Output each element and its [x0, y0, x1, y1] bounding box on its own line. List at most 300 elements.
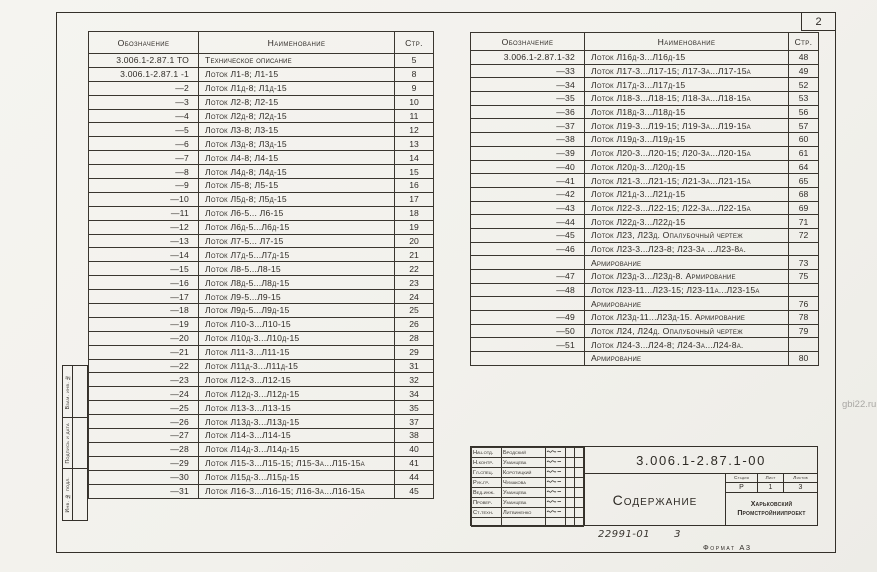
header-row [471, 33, 819, 51]
toc-row [89, 304, 434, 318]
toc-row [471, 64, 819, 78]
page-cell: 31 [395, 359, 434, 373]
designation-cell: —34 [471, 78, 585, 92]
toc-row [89, 276, 434, 290]
page-cell: 45 [395, 484, 434, 498]
name-cell: Лоток Л8д-5...Л8д-15 [199, 276, 395, 290]
designation-cell: —47 [471, 270, 585, 284]
page-cell: 60 [789, 133, 819, 147]
page-cell: 71 [789, 215, 819, 229]
designation-cell: —36 [471, 105, 585, 119]
name-cell: Лоток Л18-3...Л18-15; Л18-3а...Л18-15а [585, 92, 789, 106]
designation-cell: —28 [89, 442, 199, 456]
name-cell: Коротицкий [502, 468, 546, 478]
designation-cell: —4 [89, 109, 199, 123]
designation-cell: —24 [89, 387, 199, 401]
toc-row [89, 359, 434, 373]
toc-row [89, 151, 434, 165]
header-row [89, 32, 434, 54]
date-cell [566, 498, 575, 508]
page-cell: 21 [395, 248, 434, 262]
page-cell: 49 [789, 64, 819, 78]
date-cell [575, 488, 584, 498]
toc-row [471, 92, 819, 106]
signature-cell [546, 468, 566, 478]
page-cell: 44 [395, 470, 434, 484]
page-cell: 29 [395, 345, 434, 359]
toc-row [89, 81, 434, 95]
name-cell: Лоток Л12д-3...Л12д-15 [199, 387, 395, 401]
designation-cell: —48 [471, 283, 585, 297]
name-cell: Лоток Л24, Л24д. Опалубочный чертеж [585, 324, 789, 338]
designation-cell: —16 [89, 276, 199, 290]
designation-cell: —2 [89, 81, 199, 95]
signature-mark [546, 508, 562, 515]
name-cell: Техническое описание [199, 54, 395, 68]
signature-cell [546, 478, 566, 488]
designation-cell: —6 [89, 137, 199, 151]
signature-row [472, 498, 584, 508]
title-block-meta [725, 474, 817, 525]
page-cell: 9 [395, 81, 434, 95]
name-cell: Лоток Л20д-3...Л20д-15 [585, 160, 789, 174]
page-cell: 16 [395, 179, 434, 193]
designation-cell: —5 [89, 123, 199, 137]
name-cell: Чумакова [502, 478, 546, 488]
toc-row [471, 228, 819, 242]
organization-name: Харьковский Промстройниипроект [737, 500, 806, 517]
toc-row [89, 137, 434, 151]
signature-row [472, 448, 584, 458]
role-cell: Нач.отд. [472, 448, 502, 458]
sheet-number-box [801, 12, 836, 31]
signature-cell [546, 508, 566, 518]
designation-cell: —30 [89, 470, 199, 484]
designation-cell: —38 [471, 133, 585, 147]
signature-cell [546, 448, 566, 458]
archive-number: 22991-01 3 [598, 529, 682, 540]
name-cell: Литвиненко [502, 508, 546, 518]
date-cell [575, 508, 584, 518]
page-cell: 19 [395, 220, 434, 234]
designation-cell: —51 [471, 338, 585, 352]
designation-cell: —27 [89, 429, 199, 443]
name-cell: Лоток Л4д-8; Л4д-15 [199, 165, 395, 179]
toc-row [89, 331, 434, 345]
toc-row [89, 345, 434, 359]
name-cell: Лоток Л6д-5...Л6д-15 [199, 220, 395, 234]
page-cell: 76 [789, 297, 819, 311]
name-cell: Лоток Л17-3...Л17-15; Л17-3а...Л17-15а [585, 64, 789, 78]
toc-row [89, 206, 434, 220]
designation-cell: —7 [89, 151, 199, 165]
designation-cell: —50 [471, 324, 585, 338]
name-cell: Лоток Л1д-8; Л1д-15 [199, 81, 395, 95]
page-cell: 41 [395, 456, 434, 470]
sheet-value: 1 [758, 483, 784, 492]
signature-cell [546, 458, 566, 468]
toc-row [89, 220, 434, 234]
name-cell: Лоток Л2-8; Л2-15 [199, 95, 395, 109]
name-cell: Лоток Л7-5... Л7-15 [199, 234, 395, 248]
role-cell [472, 518, 502, 527]
name-cell: Уманцева [502, 458, 546, 468]
name-cell: Лоток Л16д-3...Л16д-15 [585, 51, 789, 65]
designation-cell [471, 352, 585, 366]
page-cell: 22 [395, 262, 434, 276]
signature-row [472, 488, 584, 498]
name-cell: Лоток Л5-8; Л5-15 [199, 179, 395, 193]
name-cell: Лоток Л6-5... Л6-15 [199, 206, 395, 220]
name-cell: Лоток Л23д-3...Л23д-8. Армирование [585, 270, 789, 284]
date-cell [575, 478, 584, 488]
page-cell: 56 [789, 105, 819, 119]
page-cell: 25 [395, 304, 434, 318]
name-cell: Лоток Л14-3...Л14-15 [199, 429, 395, 443]
toc-row [89, 123, 434, 137]
toc-row [89, 54, 434, 68]
column-header-designation: Обозначение [471, 33, 585, 51]
margin-stamp-label: Подпись и дата [63, 418, 73, 469]
name-cell: Лоток Л13д-3...Л13д-15 [199, 415, 395, 429]
name-cell: Лоток Л11-3...Л11-15 [199, 345, 395, 359]
name-cell: Лоток Л19д-3...Л19д-15 [585, 133, 789, 147]
page-cell: 57 [789, 119, 819, 133]
page-cell: 34 [395, 387, 434, 401]
name-cell: Армирование [585, 256, 789, 270]
designation-cell: —23 [89, 373, 199, 387]
margin-stamp-box [73, 418, 87, 469]
name-cell: Уманцева [502, 498, 546, 508]
designation-cell: —10 [89, 192, 199, 206]
date-cell [575, 498, 584, 508]
role-cell: Гл.спец. [472, 468, 502, 478]
designation-cell: —17 [89, 290, 199, 304]
page-cell: 11 [395, 109, 434, 123]
designation-cell: —12 [89, 220, 199, 234]
name-cell: Армирование [585, 297, 789, 311]
toc-row [471, 187, 819, 201]
column-header-page: Стр. [789, 33, 819, 51]
designation-cell: —20 [89, 331, 199, 345]
page-cell: 65 [789, 174, 819, 188]
date-cell [566, 458, 575, 468]
toc-row [89, 415, 434, 429]
toc-row [89, 262, 434, 276]
name-cell: Лоток Л21д-3...Л21д-15 [585, 187, 789, 201]
sheet-number: 2 [815, 15, 822, 28]
name-cell: Лоток Л20-3...Л20-15; Л20-3а...Л20-15а [585, 146, 789, 160]
designation-cell: —22 [89, 359, 199, 373]
toc-row [471, 51, 819, 65]
toc-row [471, 283, 819, 297]
role-cell: Провер. [472, 498, 502, 508]
page-cell: 14 [395, 151, 434, 165]
date-cell [566, 518, 575, 527]
toc-row [89, 234, 434, 248]
name-cell: Армирование [585, 352, 789, 366]
designation-cell: —35 [471, 92, 585, 106]
name-cell: Уманцева [502, 488, 546, 498]
toc-row [89, 67, 434, 81]
page-cell: 53 [789, 92, 819, 106]
signature-row [472, 508, 584, 518]
toc-row [89, 401, 434, 415]
toc-row [471, 215, 819, 229]
page-cell: 12 [395, 123, 434, 137]
signature-row [472, 468, 584, 478]
designation-cell: —3 [89, 95, 199, 109]
designation-cell: —41 [471, 174, 585, 188]
page-cell: 32 [395, 373, 434, 387]
name-cell: Лоток Л1-8; Л1-15 [199, 67, 395, 81]
designation-cell [471, 256, 585, 270]
toc-row [471, 160, 819, 174]
name-cell: Лоток Л21-3...Л21-15; Л21-3а...Л21-15а [585, 174, 789, 188]
contents-table-left [88, 31, 434, 499]
toc-row [471, 133, 819, 147]
toc-row [89, 470, 434, 484]
name-cell: Лоток Л5д-8; Л5д-15 [199, 192, 395, 206]
toc-row [471, 174, 819, 188]
designation-cell: —39 [471, 146, 585, 160]
stage-header: Стадия [726, 474, 758, 482]
page-cell: 37 [395, 415, 434, 429]
toc-row [89, 317, 434, 331]
signature-mark [546, 468, 562, 475]
designation-cell: —25 [89, 401, 199, 415]
name-cell: Лоток Л10д-3...Л10д-15 [199, 331, 395, 345]
toc-row [89, 95, 434, 109]
page-cell: 28 [395, 331, 434, 345]
signature-cell [546, 518, 566, 527]
name-cell: Лоток Л7д-5...Л7д-15 [199, 248, 395, 262]
toc-row [89, 248, 434, 262]
designation-cell: —44 [471, 215, 585, 229]
page-cell: 64 [789, 160, 819, 174]
page-cell: 68 [789, 187, 819, 201]
toc-row [89, 387, 434, 401]
toc-row [471, 270, 819, 284]
designation-cell: —18 [89, 304, 199, 318]
document-title: Содержание [612, 491, 698, 508]
date-cell [566, 448, 575, 458]
name-cell: Лоток Л8-5...Л8-15 [199, 262, 395, 276]
watermark: gbi22.ru [842, 399, 877, 410]
role-cell: Н.контр. [472, 458, 502, 468]
sheets-value: 3 [798, 484, 803, 491]
name-cell: Лоток Л23д-11...Л23д-15. Армирование [585, 311, 789, 325]
margin-stamp-column [62, 365, 88, 521]
page-cell: 23 [395, 276, 434, 290]
designation-cell: —45 [471, 228, 585, 242]
page-cell: 8 [395, 67, 434, 81]
signature-mark [546, 448, 562, 455]
name-cell: Лоток Л9д-5...Л9д-15 [199, 304, 395, 318]
name-cell: Лоток Л12-3...Л12-15 [199, 373, 395, 387]
margin-stamp-label: Инв. № подл. [63, 469, 73, 520]
role-cell: Рук.гр. [472, 478, 502, 488]
name-cell: Лоток Л23, Л23д. Опалубочный чертеж [585, 228, 789, 242]
column-header-name: Наименование [199, 32, 395, 54]
name-cell: Лоток Л13-3...Л13-15 [199, 401, 395, 415]
toc-row [89, 109, 434, 123]
toc-row [89, 290, 434, 304]
name-cell: Лоток Л4-8; Л4-15 [199, 151, 395, 165]
name-cell: Лоток Л10-3...Л10-15 [199, 317, 395, 331]
designation-cell: —26 [89, 415, 199, 429]
page-cell: 13 [395, 137, 434, 151]
name-cell: Лоток Л14д-3...Л14д-15 [199, 442, 395, 456]
page-cell: 26 [395, 317, 434, 331]
toc-row [89, 456, 434, 470]
name-cell: Лоток Л23-3...Л23-8; Л23-3а ...Л23-8а. [585, 242, 789, 256]
page-cell: 5 [395, 54, 434, 68]
toc-row [89, 179, 434, 193]
margin-stamp-box [73, 366, 87, 417]
toc-row [471, 242, 819, 256]
signature-mark [546, 488, 562, 495]
signature-mark [546, 478, 562, 485]
toc-row [89, 429, 434, 443]
contents-table-right [470, 32, 819, 366]
page-cell: 73 [789, 256, 819, 270]
designation-cell: —42 [471, 187, 585, 201]
column-header-designation: Обозначение [89, 32, 199, 54]
margin-stamp-section [62, 365, 88, 418]
toc-row [471, 201, 819, 215]
page-cell: 17 [395, 192, 434, 206]
toc-row [89, 442, 434, 456]
date-cell [575, 448, 584, 458]
toc-row [471, 352, 819, 366]
date-cell [566, 478, 575, 488]
name-cell: Лоток Л24-3...Л24-8; Л24-3а...Л24-8а. [585, 338, 789, 352]
page-cell: 35 [395, 401, 434, 415]
page-cell: 80 [789, 352, 819, 366]
designation-cell: —40 [471, 160, 585, 174]
page-cell: 52 [789, 78, 819, 92]
toc-row [471, 297, 819, 311]
sheets-header: Листов [793, 475, 808, 481]
signature-row [472, 518, 584, 527]
designation-cell: —43 [471, 201, 585, 215]
date-cell [575, 468, 584, 478]
signature-row [472, 458, 584, 468]
name-cell: Бродский [502, 448, 546, 458]
document-number: 3.006.1-2.87.1-00 [585, 447, 817, 474]
designation-cell: 3.006.1-2.87.1 -1 [89, 67, 199, 81]
page-cell: 38 [395, 429, 434, 443]
designation-cell: —21 [89, 345, 199, 359]
signature-row [472, 478, 584, 488]
margin-stamp-section [62, 469, 88, 521]
toc-row [471, 105, 819, 119]
designation-cell: —46 [471, 242, 585, 256]
name-cell: Лоток Л22д-3...Л22д-15 [585, 215, 789, 229]
page-cell [789, 242, 819, 256]
format-label: Формат А3 [703, 543, 752, 552]
signature-cell [546, 488, 566, 498]
designation-cell: —11 [89, 206, 199, 220]
page-cell: 10 [395, 95, 434, 109]
page-cell: 78 [789, 311, 819, 325]
name-cell: Лоток Л15-3...Л15-15; Л15-3а...Л15-15а [199, 456, 395, 470]
margin-stamp-label: Взам. инв. № [63, 366, 73, 417]
date-cell [566, 488, 575, 498]
designation-cell: —13 [89, 234, 199, 248]
name-cell: Лоток Л9-5...Л9-15 [199, 290, 395, 304]
page-cell: 15 [395, 165, 434, 179]
name-cell: Лоток Л3д-8; Л3д-15 [199, 137, 395, 151]
toc-row [471, 78, 819, 92]
name-cell: Лоток Л3-8; Л3-15 [199, 123, 395, 137]
designation-cell: —9 [89, 179, 199, 193]
designation-cell: —19 [89, 317, 199, 331]
page-cell: 48 [789, 51, 819, 65]
page-cell: 75 [789, 270, 819, 284]
role-cell: Вед.инж. [472, 488, 502, 498]
designation-cell: —15 [89, 262, 199, 276]
toc-row [89, 165, 434, 179]
signature-cell [546, 498, 566, 508]
designation-cell: —49 [471, 311, 585, 325]
toc-row [89, 484, 434, 498]
designation-cell: 3.006.1-2.87.1 ТО [89, 54, 199, 68]
role-cell: Ст.техн. [472, 508, 502, 518]
margin-stamp-section [62, 418, 88, 470]
designation-cell: —37 [471, 119, 585, 133]
column-header-page: Стр. [395, 32, 434, 54]
toc-row [471, 256, 819, 270]
name-cell: Лоток Л18д-3...Л18д-15 [585, 105, 789, 119]
page-cell: 20 [395, 234, 434, 248]
toc-row [471, 119, 819, 133]
page-cell: 69 [789, 201, 819, 215]
toc-row [471, 146, 819, 160]
date-cell [566, 468, 575, 478]
toc-row [471, 311, 819, 325]
sheet-header: Лист [758, 474, 784, 482]
name-cell: Лоток Л23-11...Л23-15; Л23-11а...Л23-15а [585, 283, 789, 297]
signature-table [471, 447, 584, 527]
name-cell: Лоток Л2д-8; Л2д-15 [199, 109, 395, 123]
designation-cell: —8 [89, 165, 199, 179]
page-cell: 61 [789, 146, 819, 160]
date-cell [575, 518, 584, 527]
designation-cell: —33 [471, 64, 585, 78]
toc-row [471, 324, 819, 338]
page-cell [789, 283, 819, 297]
page-cell: 79 [789, 324, 819, 338]
page-cell [789, 338, 819, 352]
margin-stamp-box [73, 469, 87, 520]
designation-cell: 3.006.1-2.87.1-32 [471, 51, 585, 65]
date-cell [566, 508, 575, 518]
stage-value: Р [726, 483, 758, 492]
designation-cell [471, 297, 585, 311]
toc-row [471, 338, 819, 352]
page-cell: 40 [395, 442, 434, 456]
signature-mark [546, 498, 562, 505]
name-cell: Лоток Л17д-3...Л17д-15 [585, 78, 789, 92]
name-cell: Лоток Л15д-3...Л15д-15 [199, 470, 395, 484]
title-block-right [584, 447, 817, 525]
page-cell: 72 [789, 228, 819, 242]
designation-cell: —31 [89, 484, 199, 498]
name-cell: Лоток Л22-3...Л22-15; Л22-3а...Л22-15а [585, 201, 789, 215]
toc-row [89, 192, 434, 206]
